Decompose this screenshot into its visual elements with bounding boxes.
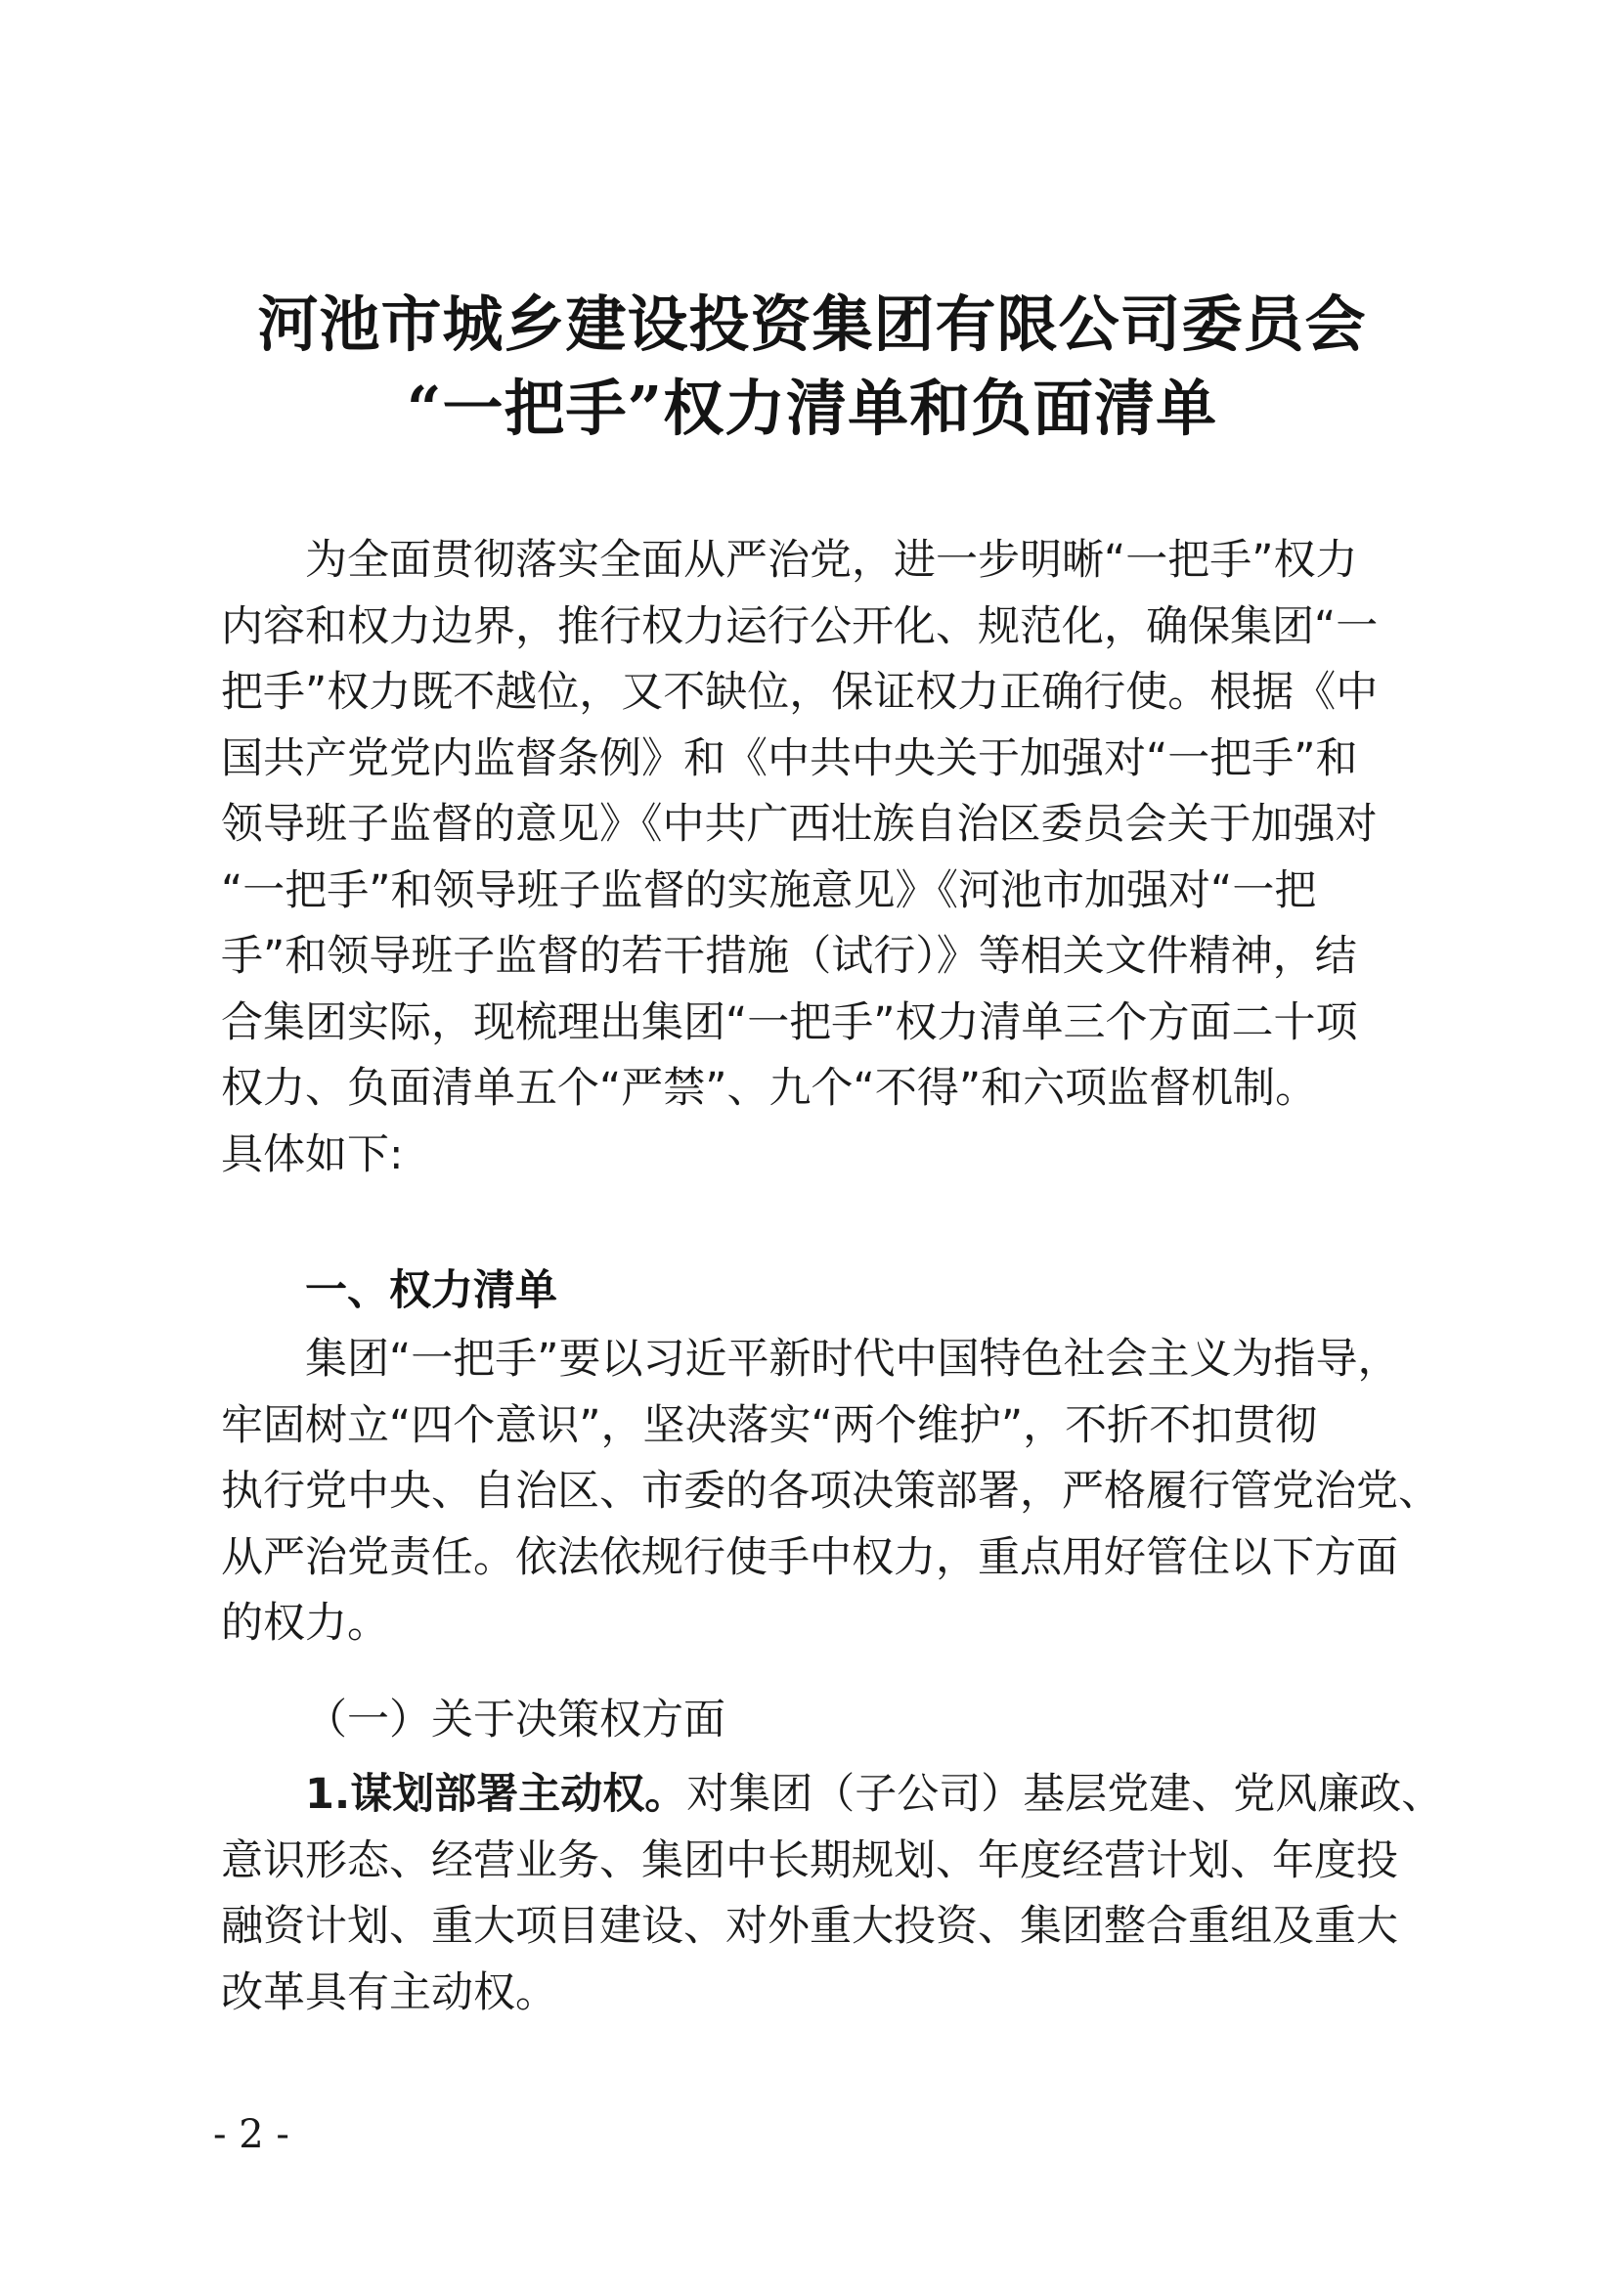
paragraph-line: 为全面贯彻落实全面从严治党，进一步明晰“一把手”权力 bbox=[305, 536, 1358, 585]
paragraph-line: 权力、负面清单五个“严禁”、九个“不得”和六项监督机制。 bbox=[221, 1064, 1318, 1113]
paragraph-line: 牢固树立“四个意识”，坚决落实“两个维护”，不折不扣贯彻 bbox=[221, 1400, 1318, 1450]
subsection-heading-decision-power: （一）关于决策权方面 bbox=[305, 1696, 725, 1744]
paragraph-line: 把手”权力既不越位，又不缺位，保证权力正确行使。根据《中 bbox=[221, 668, 1379, 717]
paragraph-line: 的权力。 bbox=[221, 1599, 389, 1648]
item-1-text: 对集团（子公司）基层党建、党风廉政、 bbox=[686, 1770, 1444, 1819]
paragraph-line: 意识形态、经营业务、集团中长期规划、年度经营计划、年度投 bbox=[221, 1835, 1398, 1885]
page-number: - 2 - bbox=[213, 2112, 289, 2157]
item-1-paragraph bbox=[221, 1762, 1444, 2026]
paragraph-line: 内容和权力边界，推行权力运行公开化、规范化，确保集团“一 bbox=[221, 601, 1379, 651]
paragraph-line: 国共产党党内监督条例》和《中共中央关于加强对“一把手”和 bbox=[221, 733, 1358, 783]
paragraph-line: 融资计划、重大项目建设、对外重大投资、集团整合重组及重大 bbox=[221, 1902, 1398, 1951]
paragraph-line: 具体如下: bbox=[221, 1129, 404, 1179]
paragraph-line: 合集团实际，现梳理出集团“一把手”权力清单三个方面二十项 bbox=[221, 997, 1358, 1047]
item-1-lead: 1.谋划部署主动权。 bbox=[305, 1770, 687, 1819]
paragraph-line: 从严治党责任。依法依规行使手中权力，重点用好管住以下方面 bbox=[221, 1532, 1398, 1582]
paragraph-line bbox=[221, 1762, 1444, 1829]
intro-paragraph bbox=[221, 528, 1414, 1188]
document-title-line-2: “一把手”权力清单和负面清单 bbox=[406, 373, 1218, 444]
paragraph-line: 集团“一把手”要以习近平新时代中国特色社会主义为指导， bbox=[305, 1335, 1400, 1384]
paragraph-line: 执行党中央、自治区、市委的各项决策部署，严格履行管党治党、 bbox=[221, 1467, 1440, 1516]
paragraph-line: 手”和领导班子监督的若干措施（试行）》等相关文件精神，结 bbox=[221, 932, 1357, 981]
section-1-paragraph bbox=[221, 1327, 1440, 1657]
paragraph-line: 改革具有主动权。 bbox=[221, 1967, 557, 2017]
section-heading-power-list: 一、权力清单 bbox=[305, 1266, 557, 1315]
paragraph-line: “一把手”和领导班子监督的实施意见》《河池市加强对“一把 bbox=[221, 865, 1317, 915]
paragraph-line: 领导班子监督的意见》《中共广西壮族自治区委员会关于加强对 bbox=[221, 800, 1378, 849]
document-title-line-1: 河池市城乡建设投资集团有限公司委员会 bbox=[257, 288, 1367, 360]
